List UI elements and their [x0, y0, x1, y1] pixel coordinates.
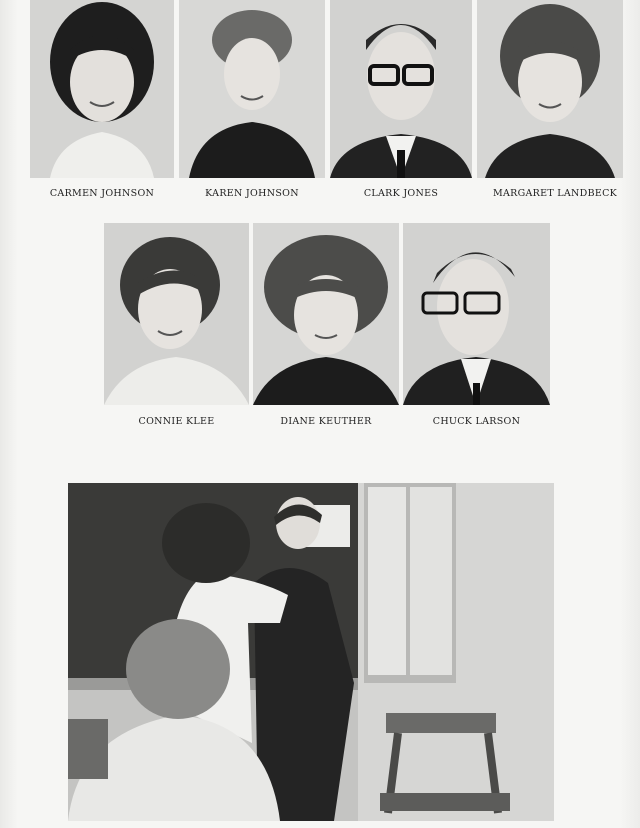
portrait-carmen-johnson — [30, 0, 174, 178]
caption-chuck-larson: CHUCK LARSON — [432, 416, 521, 427]
caption-connie-klee: CONNIE KLEE — [138, 416, 215, 427]
caption-margaret-landbeck: MARGARET LANDBECK — [492, 188, 618, 199]
portrait-diane-keuther — [253, 223, 399, 405]
portrait-connie-klee — [104, 223, 249, 405]
portrait-margaret-landbeck — [477, 0, 623, 178]
portrait-clark-jones — [330, 0, 472, 178]
caption-diane-keuther: DIANE KEUTHER — [280, 416, 372, 427]
caption-clark-jones: CLARK JONES — [363, 188, 439, 199]
portrait-karen-johnson — [179, 0, 325, 178]
portrait-chuck-larson — [403, 223, 550, 405]
caption-karen-johnson: KAREN JOHNSON — [205, 188, 299, 199]
candid-classroom-photo — [68, 483, 554, 821]
caption-carmen-johnson: CARMEN JOHNSON — [49, 188, 155, 199]
